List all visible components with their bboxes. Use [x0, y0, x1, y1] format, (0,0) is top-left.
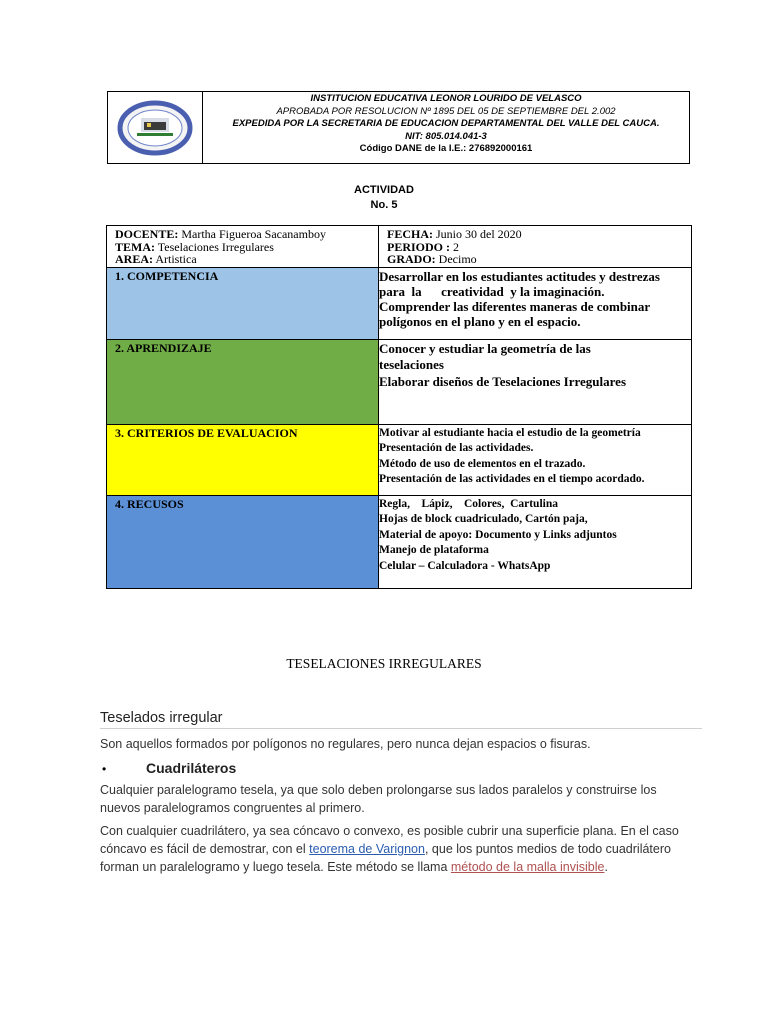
header-text	[203, 92, 689, 163]
criterios-line: Método de uso de elementos en el trazado.	[379, 457, 586, 470]
section-heading: Teselados irregular	[100, 710, 223, 726]
criterios-content	[379, 424, 692, 495]
area-line	[115, 253, 376, 266]
criterios-line: Motivar al estudiante hacia el estudio de la geometría	[379, 426, 641, 439]
competencia-line: para la creatividad y la imaginación.	[379, 283, 605, 299]
aprendizaje-row	[107, 339, 692, 424]
paragraph-text: Con cualquier cuadrilátero, ya sea cóncavo o convexo, es posible cubrir una superficie plana. En el caso cóncavo es fácil de demostrar, con el	[100, 824, 679, 856]
criterios-line: Presentación de las actividades.	[379, 442, 534, 454]
issuing-authority: EXPEDIDA POR LA SECRETARIA DE EDUCACION DEPARTAMENTAL DEL VALLE DEL CAUCA.	[232, 118, 660, 129]
tema-value: Teselaciones Irregulares	[157, 239, 274, 254]
info-right-cell	[379, 226, 692, 268]
bullet-icon: •	[102, 762, 107, 776]
competencia-line: Comprender las diferentes maneras de combinar	[379, 298, 651, 314]
school-header	[107, 91, 690, 164]
grado-label: GRADO:	[387, 252, 436, 266]
area-label: AREA:	[115, 252, 153, 266]
logo-cell	[108, 92, 203, 163]
competencia-label-cell	[107, 267, 379, 339]
malla-invisible-link[interactable]: método de la malla invisible	[450, 860, 605, 874]
institution-name: INSTITUCION EDUCATIVA LEONOR LOURIDO DE VELASCO	[310, 93, 582, 104]
activity-title	[0, 183, 768, 213]
periodo-label: PERIODO :	[387, 239, 450, 254]
recursos-row	[107, 495, 692, 588]
dane-code: Código DANE de la I.E.: 276892000161	[359, 143, 533, 154]
competencia-content	[379, 267, 692, 339]
competencia-line: polígonos en el plano y en el espacio.	[379, 313, 581, 329]
paragraph-text: , que los puntos medios de todo cuadrilátero forman un paralelogramo y luego tesela. Este método se llama	[100, 842, 671, 874]
activity-number: No. 5	[370, 199, 398, 211]
school-logo-icon	[117, 100, 193, 156]
aprendizaje-line: Conocer y estudiar la geometría de las	[379, 340, 591, 356]
paragraph-text: .	[604, 860, 608, 874]
recursos-line: Material de apoyo: Documento y Links adjuntos	[379, 528, 617, 541]
heading-divider	[100, 728, 702, 729]
competencia-label: 1. COMPETENCIA	[115, 268, 219, 283]
aprendizaje-line: teselaciones	[379, 357, 444, 372]
aprendizaje-content	[379, 339, 692, 424]
paragraph-paralelogramo: Cualquier paralelogramo tesela, ya que solo deben prolongarse sus lados paralelos y construirse los nuevos paralelogramos congruentes al primero.	[100, 783, 657, 815]
tema-label: TEMA:	[115, 239, 155, 254]
aprendizaje-label: 2. APRENDIZAJE	[115, 340, 212, 355]
criterios-label-cell	[107, 424, 379, 495]
approval-resolution: APROBADA POR RESOLUCION Nº 1895 DEL 05 DE SEPTIEMBRE DEL 2.002	[276, 105, 616, 117]
competencia-row	[107, 267, 692, 339]
recursos-line: Hojas de block cuadriculado, Cartón paja,	[379, 513, 588, 525]
varignon-link[interactable]: teorema de Varignon	[309, 842, 425, 856]
recursos-label: 4. RECUSOS	[115, 496, 184, 511]
recursos-content	[379, 495, 692, 588]
docente-value: Martha Figueroa Sacanamboy	[181, 227, 326, 241]
recursos-line: Celular – Calculadora - WhatsApp	[379, 559, 551, 572]
section-main-title: TESELACIONES IRREGULARES	[286, 656, 482, 671]
fecha-label: FECHA:	[387, 227, 433, 241]
recursos-line: Manejo de plataforma	[379, 544, 489, 556]
recursos-line: Regla, Lápiz, Colores, Cartulina	[379, 497, 558, 510]
area-value: Artistica	[155, 252, 197, 266]
aprendizaje-line: Elaborar diseños de Teselaciones Irregulares	[379, 373, 627, 389]
nit-number: NIT: 805.014.041-3	[405, 130, 487, 142]
paragraph-cuadrilatero	[100, 822, 700, 876]
info-row	[107, 226, 692, 268]
criterios-label: 3. CRITERIOS DE EVALUACION	[115, 425, 298, 440]
subheading-cuadrilateros: Cuadriláteros	[146, 760, 237, 776]
periodo-value: 2	[453, 239, 459, 254]
docente-label: DOCENTE:	[115, 227, 179, 241]
activity-label: ACTIVIDAD	[354, 184, 414, 196]
criterios-line: Presentación de las actividades en el tiempo acordado.	[379, 473, 645, 485]
intro-paragraph: Son aquellos formados por polígonos no regulares, pero nunca dejan espacios o fisuras.	[100, 737, 591, 751]
criterios-row	[107, 424, 692, 495]
info-left-cell	[107, 226, 379, 268]
competencia-line: Desarrollar en los estudiantes actitudes y destrezas	[379, 268, 660, 284]
grado-value: Decimo	[438, 252, 477, 266]
grado-line	[387, 253, 689, 266]
fecha-value: Junio 30 del 2020	[436, 227, 522, 241]
activity-table	[106, 225, 692, 589]
aprendizaje-label-cell	[107, 339, 379, 424]
recursos-label-cell	[107, 495, 379, 588]
